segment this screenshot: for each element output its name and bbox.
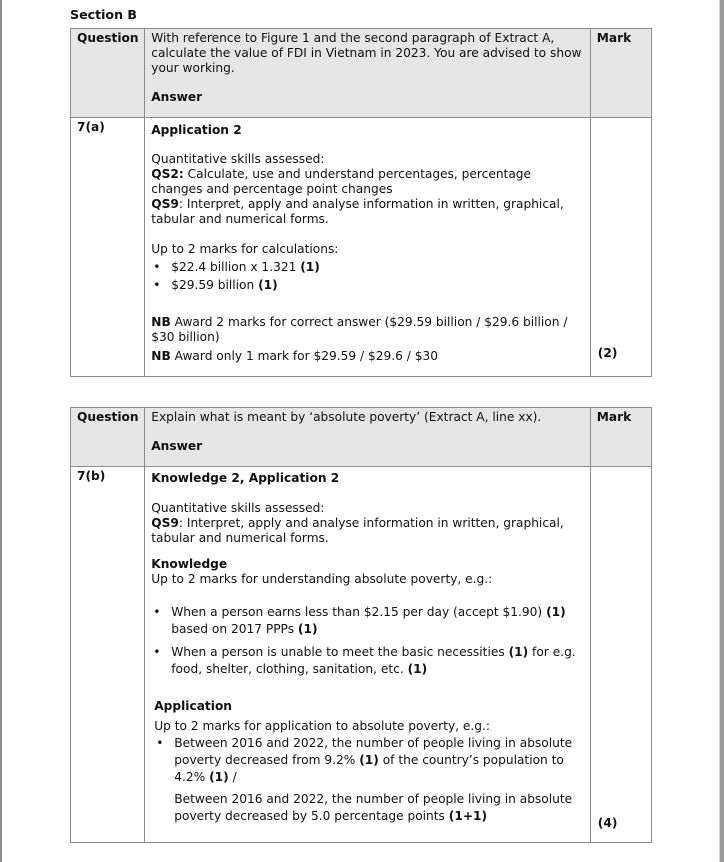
list-item: • Between 2016 and 2022, the number of people living in absolute poverty decreased from 9.2% (1) of the country’s population to 4.2% (1) / (154, 735, 584, 786)
mark-scheme-table-7a (70, 28, 652, 377)
list-item: • When a person is unable to meet the basic necessities (1) for e.g. food, shelter, clothing, sanitation, etc. (1) (151, 644, 584, 678)
question-id: 7(a) (77, 120, 105, 134)
qs-item: QS2: Calculate, use and understand percentages, percentage changes and percentage point changes (151, 167, 532, 196)
question-header: Question (77, 31, 139, 45)
page-edge-left (0, 0, 2, 862)
answer-heading: Knowledge 2, Application 2 (151, 471, 340, 485)
question-id-cell (71, 467, 145, 843)
knowledge-intro: Up to 2 marks for understanding absolute poverty, e.g.: (151, 572, 493, 586)
answer-cell (145, 467, 591, 843)
question-header: Question (77, 410, 139, 424)
table-body-row (71, 467, 652, 843)
answer-heading: Application 2 (151, 123, 242, 137)
question-prompt: With reference to Figure 1 and the second paragraph of Extract A, calculate the value of FDI in Vietnam in 2023. You are advised to show your working. (151, 31, 582, 75)
mark-cell (590, 467, 651, 843)
mark-scheme-table-7b (70, 407, 652, 843)
question-header-cell (71, 29, 145, 118)
table-header-row (71, 408, 652, 467)
nb-note: NB Award 2 marks for correct answer ($29.59 billion / $29.6 billion / $30 billion) (151, 315, 568, 344)
qs-item: QS9: Interpret, apply and analyse information in written, graphical, tabular and numerical forms. (151, 516, 564, 545)
mark-header-cell (590, 29, 651, 118)
list-item: • When a person earns less than $2.15 per day (accept $1.90) (1) based on 2017 PPPs (1) (151, 604, 584, 638)
qs-item: QS9: Interpret, apply and analyse information in written, graphical, tabular and numerical forms. (151, 197, 564, 226)
mark-cell (590, 118, 651, 377)
answer-label: Answer (151, 90, 203, 104)
qs-intro: Quantitative skills assessed: (151, 501, 325, 515)
list-item: • $29.59 billion (1) (151, 278, 584, 293)
knowledge-title: Knowledge (151, 557, 228, 571)
application-intro: Up to 2 marks for application to absolute poverty, e.g.: (154, 719, 491, 733)
nb-note: NB Award only 1 mark for $29.59 / $29.6 / $30 (151, 349, 439, 363)
question-id: 7(b) (77, 469, 106, 483)
application-alternative: Between 2016 and 2022, the number of people living in absolute poverty decreased by 5.0 percentage points (1+1) (174, 792, 573, 823)
application-bullets (154, 735, 584, 786)
application-title: Application (154, 699, 232, 713)
mark-header: Mark (596, 410, 632, 424)
calc-bullets (151, 260, 584, 293)
answer-cell (145, 118, 591, 377)
question-prompt: Explain what is meant by ‘absolute poverty’ (Extract A, line xx). (151, 410, 542, 424)
question-header-cell (71, 408, 145, 467)
page-edge-right (720, 0, 724, 862)
mark-header: Mark (596, 31, 632, 45)
table-body-row (71, 118, 652, 377)
mark-value: (4) (597, 816, 618, 830)
mark-value: (2) (597, 346, 618, 360)
answer-label: Answer (151, 439, 203, 453)
question-id-cell (71, 118, 145, 377)
application-block (151, 698, 584, 825)
calc-intro: Up to 2 marks for calculations: (151, 242, 339, 256)
prompt-cell (145, 408, 591, 467)
list-item: • $22.4 billion x 1.321 (1) (151, 260, 584, 275)
knowledge-bullets (151, 604, 584, 678)
table-header-row (71, 29, 652, 118)
prompt-cell (145, 29, 591, 118)
section-title: Section B (70, 7, 138, 22)
mark-header-cell (590, 408, 651, 467)
qs-intro: Quantitative skills assessed: (151, 152, 325, 166)
